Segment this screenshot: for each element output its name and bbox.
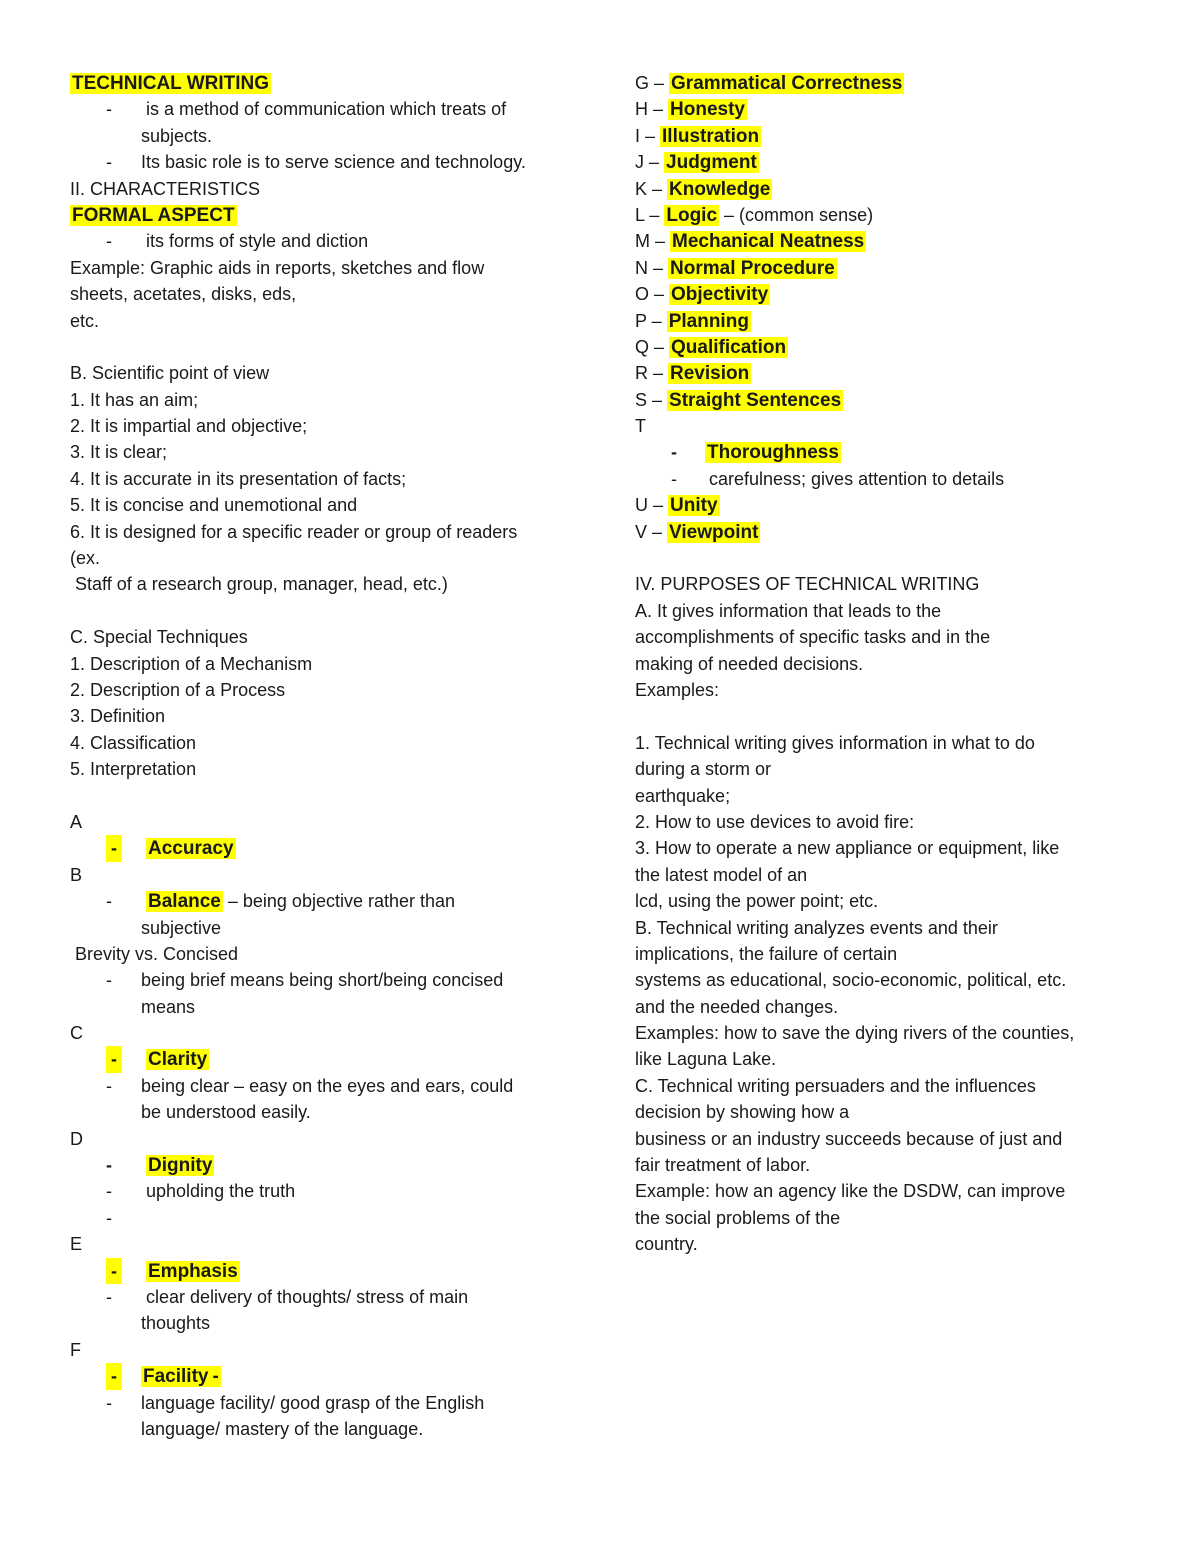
brevity-heading: Brevity vs. Concised xyxy=(70,943,239,964)
formal-example-2: sheets, acetates, disks, eds, xyxy=(70,284,297,305)
balance-desc-2: subjective xyxy=(141,917,222,938)
purpose-c-line: decision by showing how a xyxy=(635,1102,850,1123)
term-planning: Planning xyxy=(668,310,749,332)
term-letter: J – xyxy=(635,152,665,173)
term-letter: H – xyxy=(635,99,669,120)
bullet-dash: - xyxy=(106,1207,112,1228)
special-item: 3. Definition xyxy=(70,706,166,727)
right-column xyxy=(635,70,1135,1258)
purpose-b-line: B. Technical writing analyzes events and their xyxy=(635,917,998,938)
term-letter: V – xyxy=(635,521,668,542)
intro-line-3: Its basic role is to serve science and technology. xyxy=(141,152,526,173)
term-letter: G – xyxy=(635,73,670,93)
term-dignity: Dignity xyxy=(148,1155,213,1177)
example-line: during a storm or xyxy=(635,759,772,780)
balance-desc: – being objective rather than xyxy=(222,891,456,912)
purpose-a-line: accomplishments of specific tasks and in the xyxy=(635,627,991,648)
bullet-dash: - xyxy=(106,152,112,173)
bullet-dash: - xyxy=(106,891,112,912)
brevity-desc: being brief means being short/being concised xyxy=(141,970,504,991)
emphasis-desc: clear delivery of thoughts/ stress of main xyxy=(146,1286,469,1307)
title-technical-writing: TECHNICAL WRITING xyxy=(72,73,270,94)
intro-line-1: is a method of communication which treats of xyxy=(146,99,507,120)
term-letter: I – xyxy=(635,125,661,146)
term-letter: L – xyxy=(635,204,665,225)
thoroughness-desc: carefulness; gives attention to details xyxy=(709,468,1005,489)
letter-d: D xyxy=(70,1128,83,1149)
special-item: 5. Interpretation xyxy=(70,759,197,780)
brevity-desc-2: means xyxy=(141,996,196,1017)
purpose-b-line: and the needed changes. xyxy=(635,996,839,1017)
purpose-b-line: systems as educational, socio-economic, political, etc. xyxy=(635,970,1067,991)
formal-example-3: etc. xyxy=(70,310,100,331)
scientific-item: 3. It is clear; xyxy=(70,442,168,463)
term-letter: N – xyxy=(635,257,669,278)
term-letter: O – xyxy=(635,284,670,305)
bullet-dash: - xyxy=(106,1392,112,1413)
letter-t: T xyxy=(635,416,646,437)
term-facility: Facility xyxy=(143,1366,209,1388)
term-logic: Logic xyxy=(666,204,718,226)
purpose-c-line: C. Technical writing persuaders and the influences xyxy=(635,1075,1036,1096)
term-letter: P – xyxy=(635,310,667,331)
term-objectivity: Objectivity xyxy=(671,284,769,306)
example-line: the latest model of an xyxy=(635,864,808,885)
term-letter: U – xyxy=(635,495,669,516)
bullet-dash: - xyxy=(106,835,122,861)
purpose-a-line: A. It gives information that leads to the xyxy=(635,600,942,621)
example-line: 1. Technical writing gives information in what to do xyxy=(635,732,1035,753)
bullet-dash: - xyxy=(106,970,112,991)
term-clarity: Clarity xyxy=(148,1049,208,1071)
purpose-b-line: Examples: how to save the dying rivers of the counties, xyxy=(635,1023,1075,1044)
facility-desc-2: language/ mastery of the language. xyxy=(141,1418,424,1439)
letter-e: E xyxy=(70,1234,83,1255)
term-straight-sentences: Straight Sentences xyxy=(669,389,842,411)
formal-bullet: its forms of style and diction xyxy=(146,231,369,252)
bullet-dash: - xyxy=(106,99,112,120)
term-letter: K – xyxy=(635,178,668,199)
facility-desc: language facility/ good grasp of the English xyxy=(141,1392,485,1413)
scientific-item: 2. It is impartial and objective; xyxy=(70,416,308,437)
emphasis-desc-2: thoughts xyxy=(141,1313,211,1334)
example-line: 2. How to use devices to avoid fire: xyxy=(635,811,915,832)
term-qualification: Qualification xyxy=(671,336,787,358)
term-viewpoint: Viewpoint xyxy=(669,521,759,543)
formal-aspect-heading: FORMAL ASPECT xyxy=(72,204,235,226)
example-line: earthquake; xyxy=(635,785,731,806)
purpose-a-line: making of needed decisions. xyxy=(635,653,864,674)
clarity-desc-2: be understood easily. xyxy=(141,1102,311,1123)
scientific-item: 6. It is designed for a specific reader or group of readers xyxy=(70,521,518,542)
term-judgment: Judgment xyxy=(666,152,757,174)
term-letter: M – xyxy=(635,231,671,252)
logic-note: – (common sense) xyxy=(719,204,874,225)
purposes-heading: IV. PURPOSES OF TECHNICAL WRITING xyxy=(635,574,980,595)
scientific-item: 4. It is accurate in its presentation of facts; xyxy=(70,468,407,489)
letter-a: A xyxy=(70,811,83,832)
bullet-dash: - xyxy=(106,1075,112,1096)
term-knowledge: Knowledge xyxy=(669,178,771,200)
scientific-item: (ex. xyxy=(70,548,101,569)
term-honesty: Honesty xyxy=(670,99,745,121)
term-letter: Q – xyxy=(635,336,670,357)
scientific-item: 1. It has an aim; xyxy=(70,389,199,410)
bullet-dash: - xyxy=(106,1363,122,1389)
example-line: 3. How to operate a new appliance or equipment, like xyxy=(635,838,1060,859)
term-accuracy: Accuracy xyxy=(148,838,234,860)
bullet-dash: - xyxy=(106,231,112,252)
term-revision: Revision xyxy=(670,363,750,385)
bullet-dash: - xyxy=(671,442,677,463)
bullet-dash: - xyxy=(106,1046,122,1072)
example-line: lcd, using the power point; etc. xyxy=(635,891,879,912)
special-heading: C. Special Techniques xyxy=(70,627,248,648)
term-emphasis: Emphasis xyxy=(148,1260,238,1282)
term-letter: R – xyxy=(635,363,669,384)
term-unity: Unity xyxy=(670,495,718,517)
term-mechanical-neatness: Mechanical Neatness xyxy=(672,231,865,253)
facility-dash: - xyxy=(212,1366,219,1388)
characteristics-heading: II. CHARACTERISTICS xyxy=(70,178,261,199)
left-column xyxy=(70,70,570,1442)
term-illustration: Illustration xyxy=(662,125,760,147)
bullet-dash: - xyxy=(671,468,677,489)
special-item: 2. Description of a Process xyxy=(70,679,286,700)
letter-b: B xyxy=(70,864,83,885)
scientific-item: Staff of a research group, manager, head, etc.) xyxy=(70,574,448,595)
dignity-desc: upholding the truth xyxy=(146,1181,296,1202)
purpose-c-line: fair treatment of labor. xyxy=(635,1155,811,1176)
special-item: 1. Description of a Mechanism xyxy=(70,653,313,674)
purpose-a-line: Examples: xyxy=(635,679,720,700)
purpose-c-line: the social problems of the xyxy=(635,1207,841,1228)
scientific-item: 5. It is concise and unemotional and xyxy=(70,495,358,516)
special-item: 4. Classification xyxy=(70,732,197,753)
bullet-dash: - xyxy=(106,1286,112,1307)
bullet-dash: - xyxy=(106,1258,122,1284)
bullet-dash: - xyxy=(106,1155,112,1176)
term-grammatical-correctness: Grammatical Correctness xyxy=(671,73,903,94)
term-balance: Balance xyxy=(148,891,221,913)
purpose-b-line: implications, the failure of certain xyxy=(635,943,898,964)
term-letter: S – xyxy=(635,389,668,410)
scientific-heading: B. Scientific point of view xyxy=(70,363,270,384)
bullet-dash: - xyxy=(106,1181,112,1202)
term-normal-procedure: Normal Procedure xyxy=(670,257,835,279)
purpose-c-line: country. xyxy=(635,1234,698,1255)
purpose-b-line: like Laguna Lake. xyxy=(635,1049,777,1070)
purpose-c-line: Example: how an agency like the DSDW, can improve xyxy=(635,1181,1066,1202)
intro-line-2: subjects. xyxy=(141,125,213,146)
formal-example-1: Example: Graphic aids in reports, sketches and flow xyxy=(70,257,485,278)
term-thoroughness: Thoroughness xyxy=(707,442,839,464)
letter-c: C xyxy=(70,1023,83,1044)
purpose-c-line: business or an industry succeeds because of just and xyxy=(635,1128,1063,1149)
clarity-desc: being clear – easy on the eyes and ears, could xyxy=(141,1075,514,1096)
letter-f: F xyxy=(70,1339,81,1360)
